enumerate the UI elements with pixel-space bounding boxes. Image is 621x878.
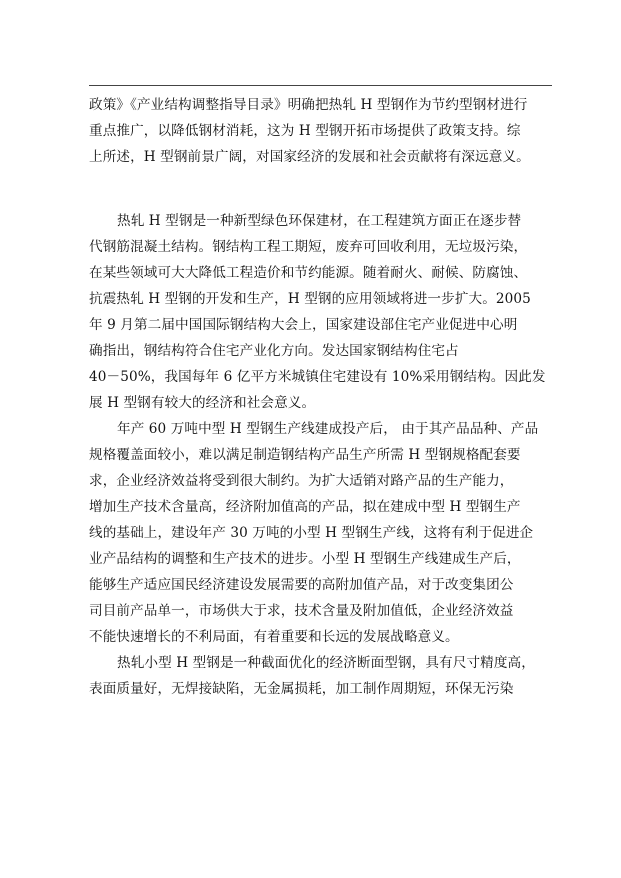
text-line: 年 9 月第二届中国国际钢结构大会上，国家建设部住宅产业促进中心明 xyxy=(89,317,518,333)
text-line: 增加生产技术含量高，经济附加值高的产品，拟在建成中型 H 型钢生产 xyxy=(89,499,521,515)
text-line: 年产 60 万吨中型 H 型钢生产线建成投产后， 由于其产品品种、产品 xyxy=(117,421,539,437)
body-text xyxy=(89,208,555,702)
continuation-paragraph xyxy=(89,92,555,170)
text-line: 热轧 H 型钢是一种新型绿色环保建材，在工程建筑方面正在逐步替 xyxy=(117,213,522,229)
text-line: 业产品结构的调整和生产技术的进步。小型 H 型钢生产线建成生产后， xyxy=(89,551,521,567)
header-rule xyxy=(89,85,552,86)
text-line: 线的基础上，建设年产 30 万吨的小型 H 型钢生产线，这将有利于促进企 xyxy=(89,525,534,541)
text-line: 确指出，钢结构符合住宅产业化方向。发达国家钢结构住宅占 xyxy=(89,343,459,359)
text-line: 展 H 型钢有较大的经济和社会意义。 xyxy=(89,395,316,411)
text-line: 不能快速增长的不利局面，有着重要和长远的发展战略意义。 xyxy=(89,629,459,645)
text-line: 司目前产品单一，市场供大于求，技术含量及附加值低，企业经济效益 xyxy=(89,603,514,619)
text-line: 求，企业经济效益将受到很大制约。为扩大适销对路产品的生产能力， xyxy=(89,473,514,489)
text-line: 表面质量好，无焊接缺陷，无金属损耗，加工制作周期短，环保无污染 xyxy=(89,681,514,697)
text-line: 在某些领域可大大降低工程造价和节约能源。随着耐火、耐候、防腐蚀、 xyxy=(89,265,528,281)
text-line: 热轧小型 H 型钢是一种截面优化的经济断面型钢，具有尺寸精度高， xyxy=(117,655,535,671)
text-line: 政策》《产业结构调整指导目录》明确把热轧 H 型钢作为节约型钢材进行 xyxy=(89,97,528,113)
text-line: 能够生产适应国民经济建设发展需要的高附加值产品，对于改变集团公 xyxy=(89,577,514,593)
text-line: 规格覆盖面较小，难以满足制造钢结构产品生产所需 H 型钢规格配套要 xyxy=(89,447,521,463)
text-line: 重点推广，以降低钢材消耗，这为 H 型钢开拓市场提供了政策支持。综 xyxy=(89,123,521,139)
text-line: 40－50%，我国每年 6 亿平方米城镇住宅建设有 10%采用钢结构。因此发 xyxy=(89,369,546,385)
text-line: 上所述，H 型钢前景广阔，对国家经济的发展和社会贡献将有深远意义。 xyxy=(89,149,530,165)
text-line: 代钢筋混凝土结构。钢结构工程工期短，废弃可回收利用，无垃圾污染， xyxy=(89,239,528,255)
text-line: 抗震热轧 H 型钢的开发和生产，H 型钢的应用领域将进一步扩大。2005 xyxy=(89,291,531,307)
